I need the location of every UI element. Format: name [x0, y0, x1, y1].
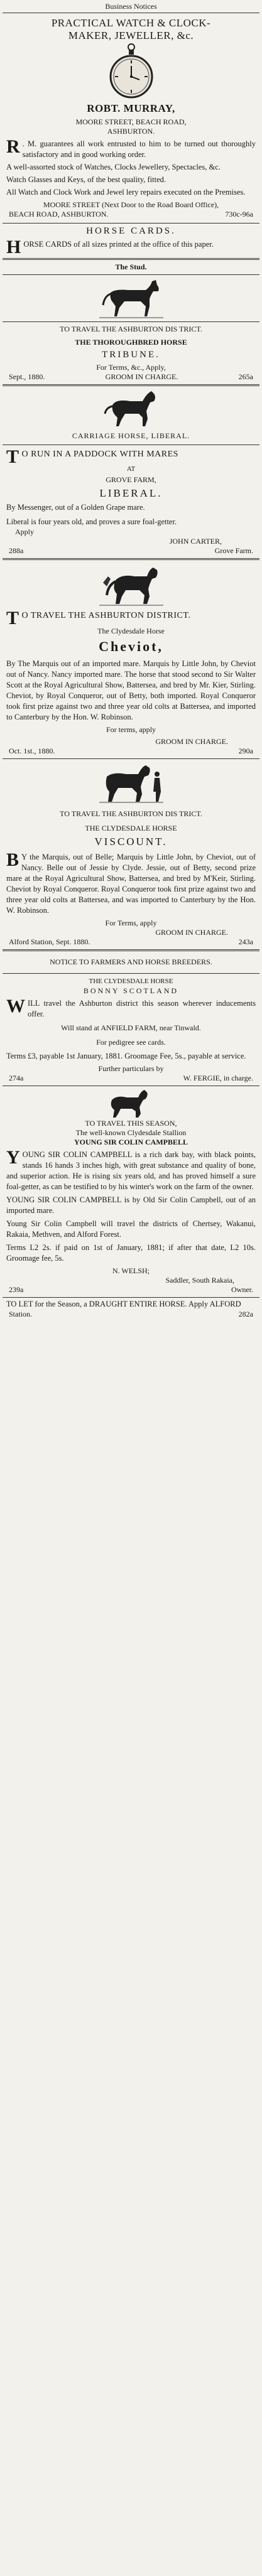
draught-line1: TO LET for the Season, a DRAUGHT ENTIRE HORSE. Apply ALFORD: [6, 1300, 241, 1308]
ad-title: HORSE CARDS.: [86, 226, 176, 236]
drop-cap: B: [6, 849, 19, 870]
owner-name: JOHN CARTER,: [169, 537, 222, 546]
divider: [3, 973, 259, 974]
cheviot-ad: [3, 560, 259, 756]
groom: GROOM IN CHARGE.: [155, 737, 228, 746]
stallion-icon: [103, 1089, 160, 1118]
footer-address2: BEACH ROAD, ASHBURTON.: [9, 210, 109, 218]
liberal-line1: [3, 446, 259, 467]
colin-body-2: YOUNG SIR COLIN CAMPBELL is by Old Sir Colin Campbell, out of an imported mare.: [6, 1195, 256, 1215]
address-line2: ASHBURTON.: [107, 127, 155, 136]
watch-body-3: Watch Glasses and Keys, of the best quality, fitted.: [6, 175, 166, 184]
travel-line: TO TRAVEL THE ASHBURTON DIS TRICT.: [60, 325, 202, 333]
further-line: Further particulars by: [98, 1064, 164, 1073]
ad-code: 239a: [9, 1285, 24, 1294]
farm-name: GROVE FARM,: [106, 475, 156, 484]
owner: W. FERGIE, in charge.: [183, 1074, 253, 1082]
ad-code: 290a: [238, 746, 253, 755]
pedigree-line: For pedigree see cards.: [96, 1038, 166, 1047]
body-text: OUNG SIR COLIN CAMPBELL is a rich dark bay, with black points, stands 16 hands 3 inches high, with great substance and quality of bone, and superior action. He is rising six years old, and has proved himself a sure foal-getter, as can be testified to by his winter's work on the farm of the owner.: [6, 1150, 256, 1191]
bonny-footer: [3, 1074, 259, 1083]
horse-name: Cheviot,: [99, 639, 163, 654]
ad-code: 243a: [238, 937, 253, 946]
colin-campbell-ad: [3, 1086, 259, 1295]
ad-title-line1: PRACTICAL WATCH & CLOCK-: [51, 17, 211, 29]
cheviot-footer: [3, 746, 259, 756]
colin-body-1: [3, 1147, 259, 1192]
horse-name: LIBERAL.: [99, 487, 163, 499]
body-text: . M. guarantees all work entrusted to him to be turned out thoroughly satisfactory and in good working order.: [22, 139, 256, 159]
drop-cap: Y: [6, 1147, 20, 1168]
place-date: Alford Station, Sept. 1880.: [9, 937, 90, 946]
colin-footer: [3, 1285, 259, 1295]
horse-name: VISCOUNT.: [94, 836, 168, 848]
draught-footer: [3, 1310, 259, 1319]
at-line: AT: [126, 465, 136, 473]
bonny-body: [3, 998, 259, 1020]
notice-title: NOTICE TO FARMERS AND HORSE BREEDERS.: [50, 957, 212, 966]
footer-address1: MOORE STREET (Next Door to the Road Board Office),: [43, 200, 219, 209]
body-text: ILL travel the Ashburton district this season wherever inducements offer.: [28, 999, 256, 1018]
groom: GROOM IN CHARGE.: [105, 372, 178, 381]
footer-row: [3, 210, 259, 219]
breed-line: The Clydesdale Horse: [97, 627, 165, 635]
body-text: O RUN IN A PADDOCK WITH MARES: [21, 450, 178, 459]
breeding-line: By Messenger, out of a Golden Grape mare.: [6, 503, 145, 512]
carriage-horse-icon: [100, 389, 163, 428]
viscount-footer: [3, 937, 259, 947]
drop-cap: T: [6, 446, 19, 467]
drop-cap: R: [6, 136, 20, 157]
draught-line2: Station.: [9, 1310, 33, 1318]
terms-line: For Terms, apply: [105, 919, 157, 927]
body-text: O TRAVEL THE ASHBURTON DISTRICT.: [21, 611, 191, 620]
viscount-ad: [3, 759, 259, 947]
divider: [3, 321, 259, 322]
liberal-ad: [3, 386, 259, 556]
tribune-footer: [3, 372, 259, 382]
travel-line: TO TRAVEL THIS SEASON,: [85, 1119, 177, 1128]
horse-cards-body: [3, 239, 259, 256]
draught-horse-ad: [3, 1298, 259, 1319]
owner-name: N. WELSH;: [112, 1266, 150, 1275]
breed-line: THE THOROUGHBRED HORSE: [75, 338, 187, 347]
ad-code: 274a: [9, 1074, 24, 1082]
ad-title-line2: MAKER, JEWELLER, &c.: [68, 30, 194, 41]
horse-engraving-icon: [97, 278, 166, 319]
terms-line: For Terms, &c., Apply,: [96, 363, 166, 372]
liberal-body: Liberal is four years old, and proves a sure foal-getter.: [6, 517, 177, 526]
owner-address: Saddler, South Rakaia,: [165, 1276, 234, 1285]
liberal-footer: [3, 546, 259, 556]
pocket-watch-icon: [109, 42, 153, 100]
terms-line: Terms £3, payable 1st January, 1881. Groomage Fee, 5s., payable at service.: [6, 1052, 246, 1060]
stud-heading: The Stud.: [115, 262, 147, 271]
horse-with-groom-icon: [97, 763, 166, 803]
breed-line: THE CLYDESDALE HORSE: [85, 824, 177, 833]
drop-cap: T: [6, 608, 19, 628]
ad-code: 265a: [238, 372, 253, 381]
date: Oct. 1st., 1880.: [9, 746, 55, 755]
ad-code: 288a: [9, 546, 24, 555]
stand-line: Will stand at ANFIELD FARM, near Tinwald.: [61, 1023, 201, 1032]
viscount-body: [3, 849, 259, 916]
watch-body-1: [3, 136, 259, 160]
drop-cap: W: [6, 996, 25, 1016]
bonny-scotland-ad: [3, 951, 259, 1083]
travel-line: TO TRAVEL THE ASHBURTON DIS TRICT.: [60, 809, 202, 818]
owner-title: Owner.: [231, 1285, 253, 1294]
body-text: Y the Marquis, out of Belle; Marquis by Little John, by Cheviot, out of Nancy. Belle out of Jessie by Clyde. Jessie, out of Betty, second prize mare at the Royal Agricultural Show, Battersea, and bred by M'Keir, Stirling. Cheviot by Royal Conqueror. Royal Conqueror took first prize against two and three year old colts at Battersea, and was imported to Canterbury by the Hon. W. Robinson.: [6, 853, 256, 915]
liberal-title: CARRIAGE HORSE, LIBERAL.: [72, 431, 190, 440]
horse-cards-ad: [3, 224, 259, 258]
terms-line: For terms, apply: [106, 725, 156, 734]
tribune-ad: [3, 275, 259, 382]
drop-cap: H: [6, 237, 21, 257]
colin-body-3: Young Sir Colin Campbell will travel the districts of Chertsey, Wakanui, Rakaia, Methven, and Alford Forest.: [6, 1219, 256, 1239]
ad-code: 730c-96a: [225, 210, 253, 218]
clydesdale-horse-icon: [97, 564, 166, 606]
proprietor-name: ROBT. MURRAY,: [87, 102, 175, 114]
farm-sign: Grove Farm.: [214, 546, 253, 555]
breed-line: THE CLYDESDALE HORSE: [89, 978, 173, 985]
watch-body-2: A well-assorted stock of Watches, Clocks Jewellery, Spectacles, &c.: [6, 163, 221, 171]
horse-name: TRIBUNE.: [102, 350, 160, 360]
cheviot-line1: [3, 610, 259, 627]
watchmaker-ad: [3, 13, 259, 219]
breed-line: The well-known Clydesdale Stallion: [75, 1128, 187, 1137]
date: Sept., 1880.: [9, 372, 45, 381]
address-line1: MOORE STREET, BEACH ROAD,: [75, 117, 187, 126]
watch-body-4: All Watch and Clock Work and Jewel lery repairs executed on the Premises.: [6, 188, 246, 197]
horse-name: YOUNG SIR COLIN CAMPBELL: [74, 1138, 188, 1146]
colin-body-4: Terms L2 2s. if paid on 1st of January, 1881; if after that date, L2 10s. Groomage fee, 5s.: [6, 1243, 256, 1263]
ad-code: 282a: [238, 1310, 253, 1318]
cheviot-body: By The Marquis out of an imported mare. Marquis by Little John, by Cheviot out of Nancy. Nancy imported mare. The horse that stood second to Sir Walter Scott at the Royal Agricultural Show, Battersea, and bred by Mr. Kier, Stirling. Cheviot, by Royal Conqueror, out of Betty, both imported. Royal Conqueror took first prize against two and three year old colts at Battersea, and imported to Canterbury by the Hon. W. Robinson.: [6, 659, 256, 721]
horse-name: BONNY SCOTLAND: [83, 986, 179, 995]
groom: GROOM IN CHARGE.: [155, 928, 228, 937]
apply-line: Apply: [15, 527, 34, 536]
body-text: ORSE CARDS of all sizes printed at the office of this paper.: [23, 240, 214, 249]
section-header: Business Notices: [3, 0, 259, 13]
